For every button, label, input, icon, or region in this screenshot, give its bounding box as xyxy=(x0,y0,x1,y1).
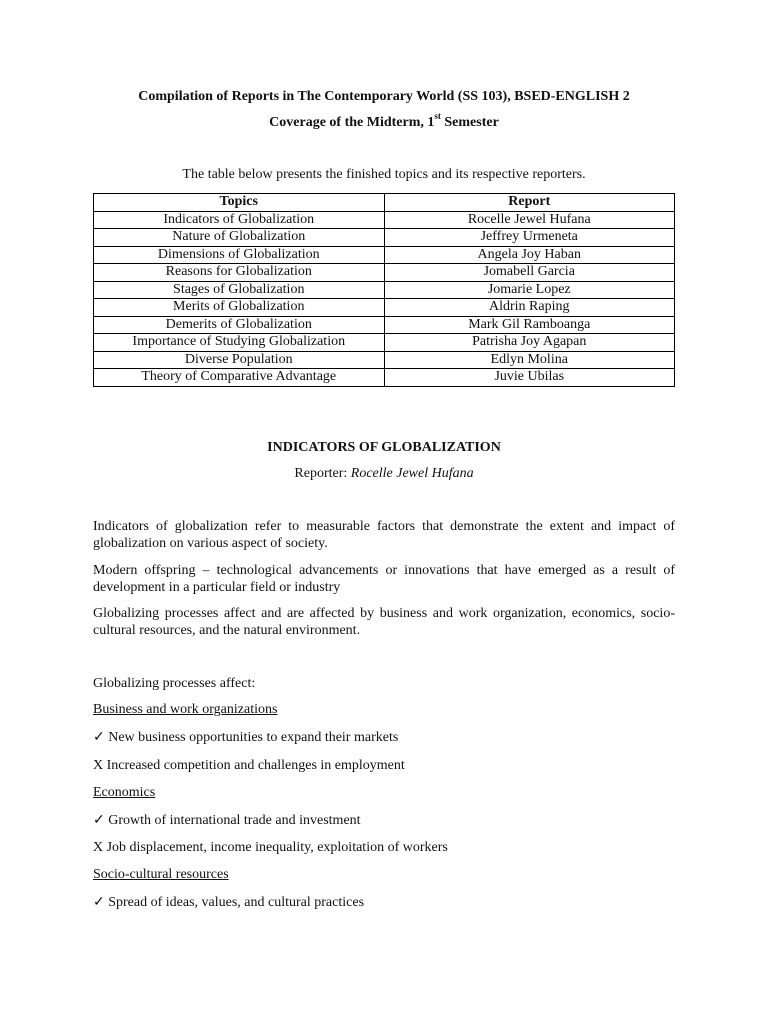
topic-cell: Dimensions of Globalization xyxy=(94,246,385,264)
table-row xyxy=(94,334,675,352)
reporter-cell: Edlyn Molina xyxy=(384,351,675,369)
reporter-label: Reporter xyxy=(294,466,344,481)
reporter-cell: Juvie Ubilas xyxy=(384,369,675,387)
topic-cell: Nature of Globalization xyxy=(94,229,385,247)
reporter-cell: Aldrin Raping xyxy=(384,299,675,317)
modern-offspring-paragraph: Modern offspring – technological advancements or innovations that have emerged as a result of development in a particular field or industry xyxy=(93,563,675,595)
reporter-cell: Mark Gil Ramboanga xyxy=(384,316,675,334)
table-intro: The table below presents the finished topics and its respective reporters. xyxy=(182,167,586,182)
economics-negative-item: X Job displacement, income inequality, exploitation of workers xyxy=(93,840,448,855)
topic-cell: Merits of Globalization xyxy=(94,299,385,317)
topic-cell: Importance of Studying Globalization xyxy=(94,334,385,352)
business-heading: Business and work organizations xyxy=(93,702,278,717)
socio-cultural-positive-item: ✓ Spread of ideas, values, and cultural practices xyxy=(93,895,365,910)
table-row xyxy=(94,264,675,282)
affect-label: Globalizing processes affect: xyxy=(93,676,256,691)
table-row xyxy=(94,369,675,387)
table-row xyxy=(94,281,675,299)
table-row xyxy=(94,211,675,229)
section-title: INDICATORS OF GLOBALIZATION xyxy=(267,440,501,455)
reporter-cell: Jomarie Lopez xyxy=(384,281,675,299)
definition-paragraph: Indicators of globalization refer to measurable factors that demonstrate the extent and impact of globalization on various aspect of society. xyxy=(93,519,675,551)
topic-cell: Diverse Population xyxy=(94,351,385,369)
subtitle-text: Coverage of the Midterm, 1 xyxy=(269,115,435,130)
table-row xyxy=(94,351,675,369)
topic-cell: Reasons for Globalization xyxy=(94,264,385,282)
section-reporter xyxy=(0,465,768,482)
table-row xyxy=(94,229,675,247)
table-row xyxy=(94,299,675,317)
economics-positive-item: ✓ Growth of international trade and investment xyxy=(93,813,361,828)
document-title: Compilation of Reports in The Contemporary World (SS 103), BSED-ENGLISH 2 xyxy=(138,89,630,104)
subtitle-text-end: Semester xyxy=(440,115,499,130)
subtitle-superscript: st xyxy=(434,111,441,122)
reporter-cell: Rocelle Jewel Hufana xyxy=(384,211,675,229)
topic-cell: Stages of Globalization xyxy=(94,281,385,299)
topic-cell: Theory of Comparative Advantage xyxy=(94,369,385,387)
reporter-cell: Patrisha Joy Agapan xyxy=(384,334,675,352)
topic-cell: Indicators of Globalization xyxy=(94,211,385,229)
processes-paragraph: Globalizing processes affect and are affected by business and work organization, economics, socio-cultural resources, and the natural environment. xyxy=(93,606,675,638)
business-negative-item: X Increased competition and challenges in employment xyxy=(93,758,405,773)
column-header-topics: Topics xyxy=(94,194,385,212)
table-header-row xyxy=(94,194,675,212)
economics-heading: Economics xyxy=(93,785,156,800)
topic-cell: Demerits of Globalization xyxy=(94,316,385,334)
reporter-cell: Jeffrey Urmeneta xyxy=(384,229,675,247)
topics-table xyxy=(93,193,675,387)
column-header-report: Report xyxy=(384,194,675,212)
table-row xyxy=(94,246,675,264)
table-row xyxy=(94,316,675,334)
reporter-cell: Angela Joy Haban xyxy=(384,246,675,264)
document-subtitle xyxy=(0,111,768,131)
reporter-cell: Jomabell Garcia xyxy=(384,264,675,282)
business-positive-item: ✓ New business opportunities to expand their markets xyxy=(93,730,399,745)
reporter-name: Rocelle Jewel Hufana xyxy=(350,466,474,481)
reporter-colon: : xyxy=(343,466,348,481)
socio-cultural-heading: Socio-cultural resources xyxy=(93,867,229,882)
